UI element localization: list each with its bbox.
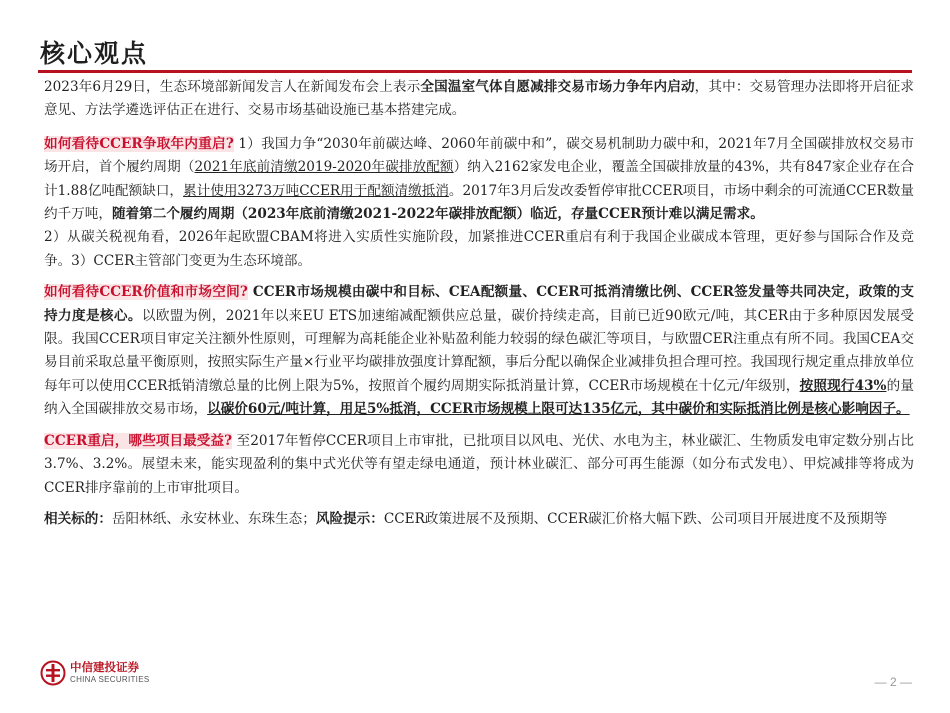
value-text-2: 的量纳入全国碳排放交易市场， — [44, 377, 914, 418]
intro-paragraph — [44, 76, 914, 123]
page-number: — 2 — — [874, 675, 912, 689]
targets-risk-paragraph — [44, 508, 914, 531]
restart-underline-1: 2021年底前清缴2019-2020年碳排放配额 — [194, 159, 454, 176]
ccer-value-paragraph — [44, 281, 914, 421]
logo-english-name: CHINA SECURITIES — [70, 674, 150, 684]
company-logo-icon — [40, 660, 66, 686]
intro-text-2: ，其中：交易管理办法即将开启征求意见、方法学遴选评估正在进行、交易市场基础设施已基本搭建完成。 — [44, 79, 914, 119]
intro-bold: 全国温室气体自愿减排交易市场力争年内启动 — [420, 79, 695, 95]
projects-text: 至2017年暂停CCER项目上市审批，已批项目以风电、光伏、水电为主，林业碳汇、生物质发电审定数分别占比3.7%、3.2%。展望未来，能实现盈利的集中式光伏等有望走绿电通道，预计林业碳汇、部分可再生能源（如分布式发电）、甲烷减排等将成为CCER排序靠前的上市审批项目。 — [44, 432, 914, 496]
risk-text: CCER政策进展不及预期、CCER碳汇价格大幅下跌、公司项目开展进度不及预期等 — [383, 510, 888, 527]
intro-text-1: 2023年6月29日，生态环境部新闻发言人在新闻发布会上表示 — [44, 79, 421, 95]
title-divider — [38, 70, 912, 73]
restart-text-1: 1）我国力争“2030年前碳达峰、2060年前碳中和”，碳交易机制助力碳中和，2021年7月全国碳排放权交易市场开启，首个履约周期（ — [44, 135, 914, 176]
logo-chinese-name: 中信建投证券 — [70, 660, 139, 675]
targets-label: 相关标的： — [44, 510, 112, 527]
restart-text-2: ）纳入2162家发电企业，覆盖全国碳排放量的43%，共有847家企业存在合计1.88亿吨配额缺口， — [44, 159, 914, 199]
value-bold-3: 以碳价60元/吨计算，用足5%抵消，CCER市场规模上限可达135亿元，其中碳价和实际抵消比例是核心影响因子。 — [207, 401, 910, 418]
targets-text: 岳阳林纸、永安林业、东珠生态； — [111, 510, 316, 527]
question-ccer-restart: 如何看待CCER争取年内重启? — [44, 135, 234, 152]
ccer-projects-paragraph — [44, 430, 914, 500]
question-ccer-projects: CCER重启，哪些项目最受益? — [44, 432, 233, 449]
page-title: 核心观点 — [40, 39, 149, 68]
page-number-value: 2 — [889, 675, 897, 689]
restart-text-4: 2）从碳关税视角看，2026年起欧盟CBAM将进入实质性实施阶段，加紧推进CCER重启有利于我国企业碳成本管理，更好参与国际合作及竞争。3）CCER主管部门变更为生态环境部。 — [44, 229, 914, 269]
risk-label: 风险提示： — [315, 510, 384, 527]
value-text-1: 以欧盟为例，2021年以来EU ETS加速缩减配额供应总量，碳价持续走高，目前已近90欧元/吨，其CER由于多种原因发展受限。我国CCER项目审定关注额外性原则，可理解为高耗能企业补贴盈利能力较弱的绿色碳汇等项目，与欧盟CER注重点有所不同。我国CEA交易目前采取总量平衡原则，按照实际生产量×行业平均碳排放强度计算配额，事后分配以确保企业减排负担合理可控。我国现行规定重点排放单位每年可以使用CCER抵销清缴总量的比例上限为5%，按照首个履约周期实际抵消量计算，CCER市场规模在十亿元/年级别， — [44, 307, 914, 394]
restart-bold: 随着第二个履约周期（2023年底前清缴2021-2022年碳排放配额）临近，存量CCER预计难以满足需求。 — [111, 206, 764, 223]
ccer-restart-paragraph — [44, 133, 914, 273]
value-bold-1: CCER市场规模由碳中和目标、CEA配额量、CCER可抵消清缴比例、CCER签发量等共同决定，政策的支持力度是核心。 — [44, 284, 914, 324]
question-ccer-value: 如何看待CCER价值和市场空间? — [44, 284, 248, 301]
main-content — [44, 76, 914, 539]
company-logo — [40, 660, 149, 686]
value-bold-2: 按照现行43% — [799, 377, 887, 394]
restart-underline-2: 累计使用3273万吨CCER用于配额清缴抵消 — [183, 182, 449, 199]
restart-text-3: 。2017年3月后发改委暂停审批CCER项目，市场中剩余的可流通CCER数量约千万吨， — [44, 182, 914, 223]
